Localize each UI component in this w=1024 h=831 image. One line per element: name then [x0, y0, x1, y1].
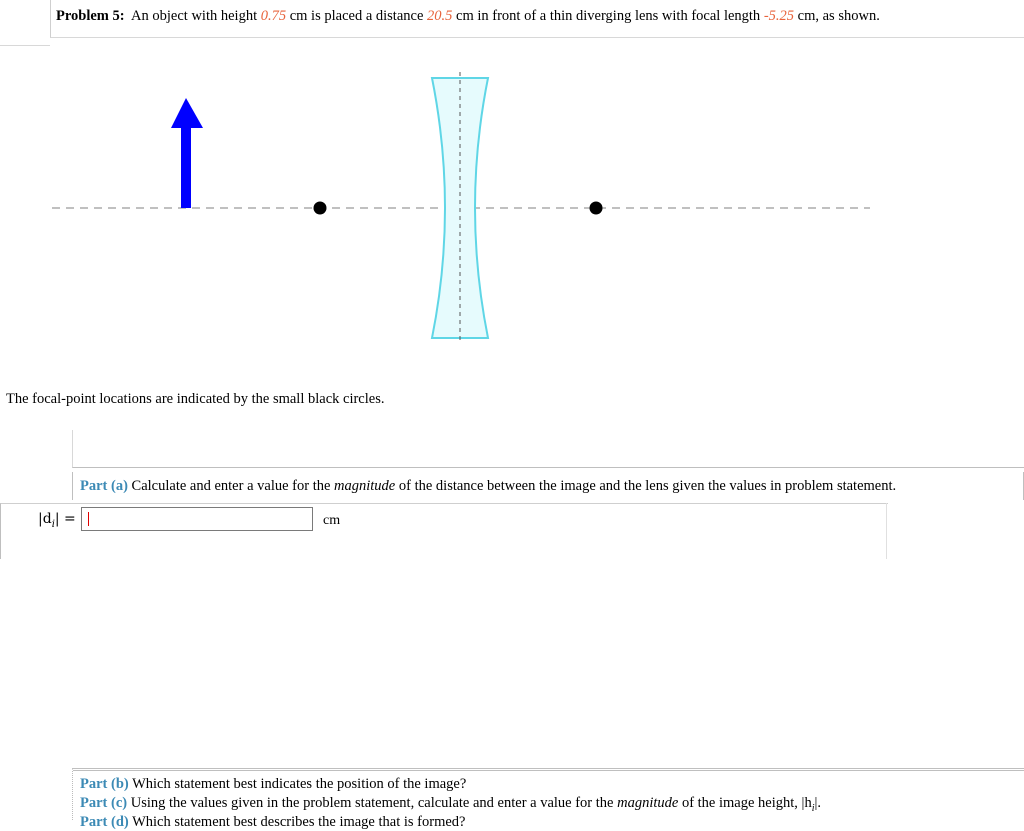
- part-a-text-2: of the distance between the image and the lens given the values in problem statement.: [395, 478, 897, 494]
- object-arrow: [171, 98, 203, 208]
- remaining-parts: [72, 768, 1024, 830]
- problem-text-1: An object with height: [131, 8, 261, 24]
- part-c-emphasis: magnitude: [617, 795, 679, 811]
- part-b-question[interactable]: [80, 776, 466, 793]
- part-a-label: Part (a): [80, 478, 128, 494]
- part-c-question[interactable]: Part (c) Using the values given in the problem statement, calculate and enter a value for the magnitude of the image height, $|h_i|$.: [80, 795, 822, 814]
- focal-length-value: -5.25: [763, 8, 795, 24]
- problem-text-3: cm in front of a thin diverging lens with focal length: [452, 8, 764, 24]
- focal-point-note: The focal-point locations are indicated by the small black circles.: [6, 391, 385, 407]
- lens-diagram: [0, 60, 1024, 360]
- text-caret: [88, 512, 89, 526]
- unit-label: cm: [323, 513, 341, 528]
- part-c-label: Part (c): [80, 795, 128, 811]
- image-distance-input[interactable]: [81, 507, 313, 531]
- part-b-label: Part (b): [80, 776, 129, 792]
- problem-text-4: cm, as shown.: [794, 8, 880, 24]
- image-distance-label: $|d_i|$ =: [38, 511, 76, 530]
- part-a-header: [72, 472, 1024, 500]
- focal-point-left: [314, 202, 327, 215]
- problem-text-2: cm is placed a distance: [286, 8, 428, 24]
- part-b-text: Which statement best indicates the position of the image?: [128, 776, 467, 792]
- part-a-top-box: [72, 430, 1024, 468]
- object-height-value: 0.75: [260, 8, 287, 24]
- part-a-emphasis: magnitude: [334, 478, 396, 494]
- divider: [0, 45, 50, 46]
- part-d-text: Which statement best describes the image that is formed?: [128, 814, 466, 830]
- part-a-text-1: Calculate and enter a value for the: [127, 478, 335, 494]
- divider: [886, 503, 887, 559]
- part-d-label: Part (d): [80, 814, 129, 830]
- problem-label: Problem 5:: [56, 8, 125, 24]
- part-c-text-2: of the image height, |h: [678, 795, 812, 811]
- problem-statement: [56, 8, 880, 25]
- focal-point-right: [590, 202, 603, 215]
- object-distance-value: 20.5: [427, 8, 453, 24]
- part-c-text-1: Using the values given in the problem statement, calculate and enter a value for the: [127, 795, 618, 811]
- part-d-question[interactable]: [80, 814, 465, 831]
- part-c-text-3: |.: [814, 795, 822, 811]
- part-a-question: [80, 478, 896, 495]
